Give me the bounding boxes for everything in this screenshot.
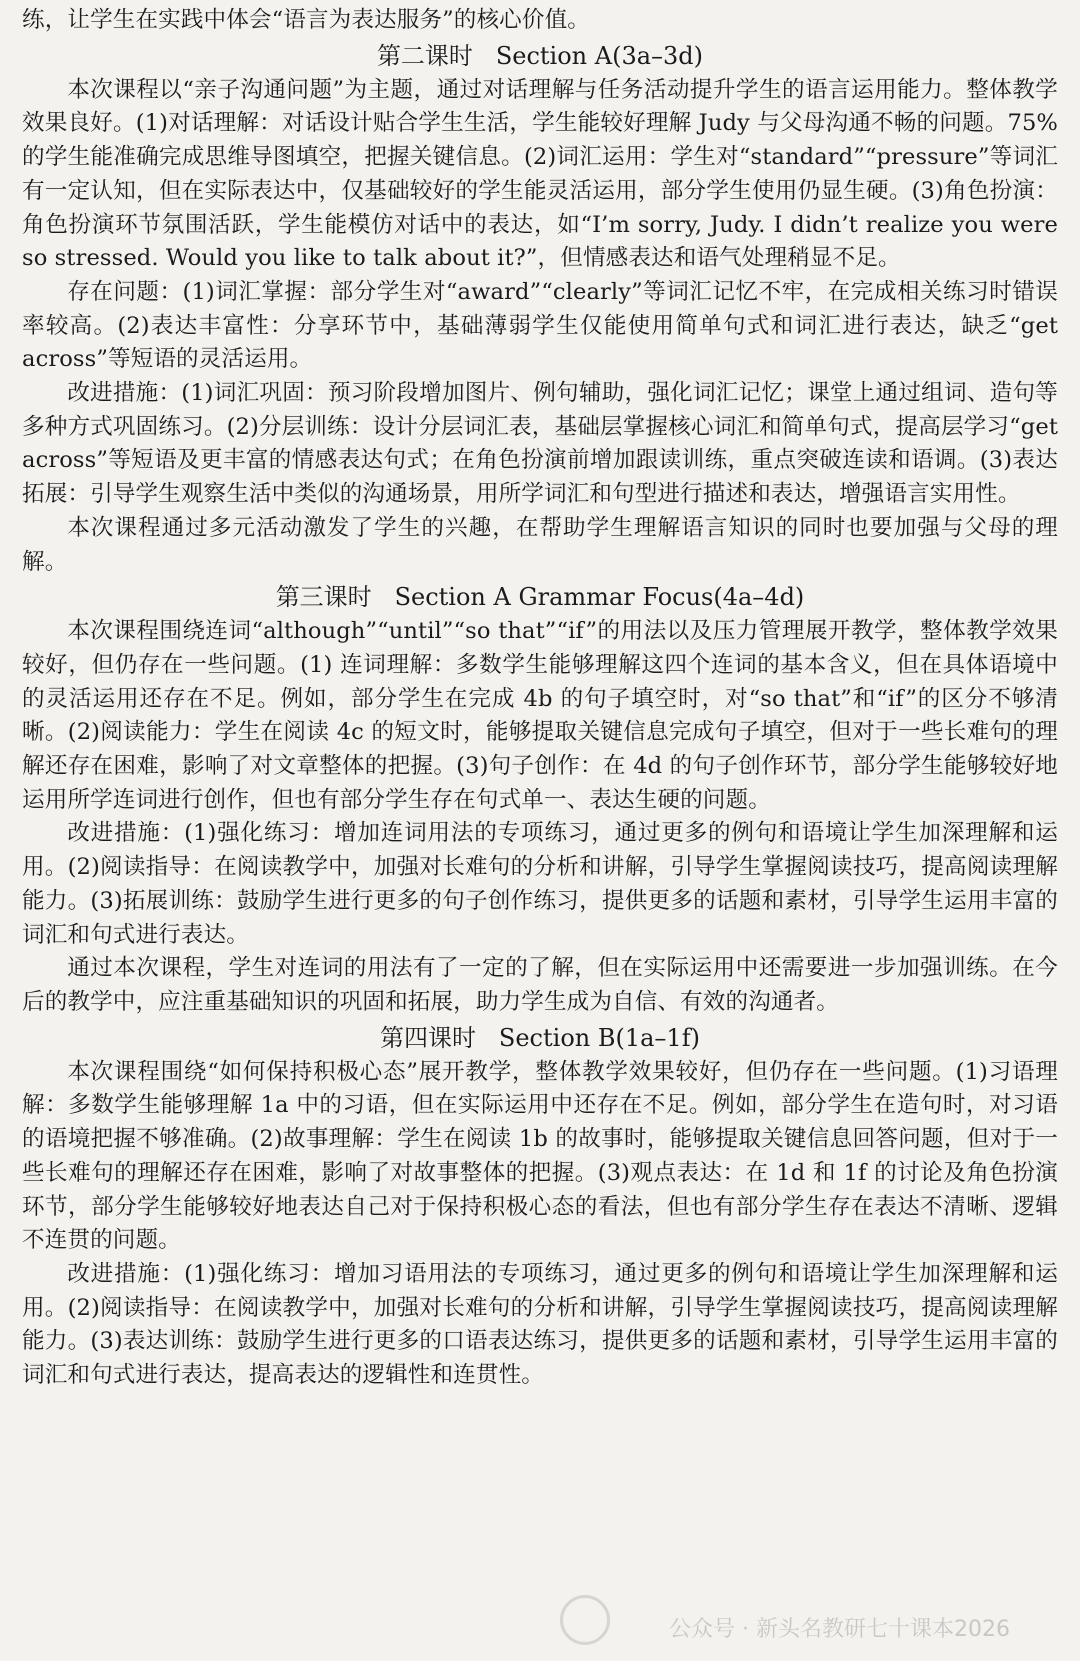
paragraph-lesson-3-improvements: 改进措施：(1)强化练习：增加连词用法的专项练习，通过更多的例句和语境让学生加深理解和运用。(2)阅读指导：在阅读教学中，加强对长难句的分析和讲解，引导学生掌握阅读技巧，提高阅读理解能力。(3)拓展训练：鼓励学生进行更多的句子创作练习，提供更多的话题和素材，引导学生运用丰富的词汇和句式进行表达。	[22, 820, 1058, 948]
paragraph-lesson-2-problems: 存在问题：(1)词汇掌握：部分学生对“award”“clearly”等词汇记忆不牢，在完成相关练习时错误率较高。(2)表达丰富性：分享环节中，基础薄弱学生仅能使用简单句式和词汇进行表达，缺乏“get across”等短语的灵活运用。	[22, 278, 1058, 373]
section-heading-lesson-2: 第二课时 Section A(3a–3d)	[376, 41, 704, 70]
section-heading-lesson-4: 第四课时 Section B(1a–1f)	[380, 1023, 700, 1052]
paragraph-lesson-2-conclusion: 本次课程通过多元活动激发了学生的兴趣，在帮助学生理解语言知识的同时也要加强与父母的理解。	[22, 514, 1058, 575]
paragraph-lesson-2-improvements: 改进措施：(1)词汇巩固：预习阶段增加图片、例句辅助，强化词汇记忆；课堂上通过组词、造句等多种方式巩固练习。(2)分层训练：设计分层词汇表，基础层掌握核心词汇和简单句式，提高层学习“get across”等短语及更丰富的情感表达句式；在角色扮演前增加跟读训练，重点突破连读和语调。(3)表达拓展：引导学生观察生活中类似的沟通场景，用所学词汇和句型进行描述和表达，增强语言实用性。	[22, 380, 1058, 508]
document-page	[22, 4, 1058, 1393]
paragraph-lesson-3-summary: 本次课程围绕连词“although”“until”“so that”“if”的用法以及压力管理展开教学，整体教学效果较好，但仍存在一些问题。(1) 连词理解：多数学生能够理解这四个连词的基本含义，但在具体语境中的灵活运用还存在不足。例如，部分学生在完成 4b 的句子填空时，对“so that”和“if”的区分不够清晰。(2)阅读能力：学生在阅读 4c 的短文时，能够提取关键信息完成句子填空，但对于一些长难句的理解还存在困难，影响了对文章整体的把握。(3)句子创作：在 4d 的句子创作环节，部分学生能够较好地运用所学连词进行创作，但也有部分学生存在句式单一、表达生硬的问题。	[22, 618, 1058, 813]
paragraph-lesson-3-conclusion: 通过本次课程，学生对连词的用法有了一定的了解，但在实际运用中还需要进一步加强训练。在今后的教学中，应注重基础知识的巩固和拓展，助力学生成为自信、有效的沟通者。	[22, 955, 1058, 1015]
paragraph-lesson-4-improvements: 改进措施：(1)强化练习：增加习语用法的专项练习，通过更多的例句和语境让学生加深理解和运用。(2)阅读指导：在阅读教学中，加强对长难句的分析和讲解，引导学生掌握阅读技巧，提高阅读理解能力。(3)表达训练：鼓励学生进行更多的口语表达练习，提供更多的话题和素材，引导学生运用丰富的词汇和句式进行表达，提高表达的逻辑性和连贯性。	[22, 1260, 1058, 1389]
watermark-text: 公众号 · 新头名教研七十课本2026	[669, 1617, 1010, 1642]
paragraph-lesson-4-summary: 本次课程围绕“如何保持积极心态”展开教学，整体教学效果较好，但仍存在一些问题。(1)习语理解：多数学生能够理解 1a 中的习语，但在实际运用中还存在不足。例如，部分学生在造句时，对习语的语境把握不够准确。(2)故事理解：学生在阅读 1b 的故事时，能够提取关键信息回答问题，但对于一些长难句的理解还存在困难，影响了对故事整体的把握。(3)观点表达：在 1d 和 1f 的讨论及角色扮演环节，部分学生能够较好地表达自己对于保持积极心态的看法，但也有部分学生存在表达不清晰、逻辑不连贯的问题。	[22, 1058, 1058, 1254]
watermark-logo-icon	[560, 1595, 610, 1645]
paragraph-lesson-2-summary: 本次课程以“亲子沟通问题”为主题，通过对话理解与任务活动提升学生的语言运用能力。整体教学效果良好。(1)对话理解：对话设计贴合学生生活，学生能较好理解 Judy 与父母沟通不畅的问题。75% 的学生能准确完成思维导图填空，把握关键信息。(2)词汇运用：学生对“standard”“pressure”等词汇有一定认知，但在实际表达中，仅基础较好的学生能灵活运用，部分学生使用仍显生硬。(3)角色扮演：角色扮演环节氛围活跃，学生能模仿对话中的表达，如“I’m sorry, Judy. I didn’t realize you were so stressed. Would you like to talk about it?”，但情感表达和语气处理稍显不足。	[22, 76, 1058, 272]
section-heading-lesson-3: 第三课时 Section A Grammar Focus(4a–4d)	[275, 583, 805, 612]
paragraph-continuation: 练，让学生在实践中体会“语言为表达服务”的核心价值。	[22, 7, 590, 33]
